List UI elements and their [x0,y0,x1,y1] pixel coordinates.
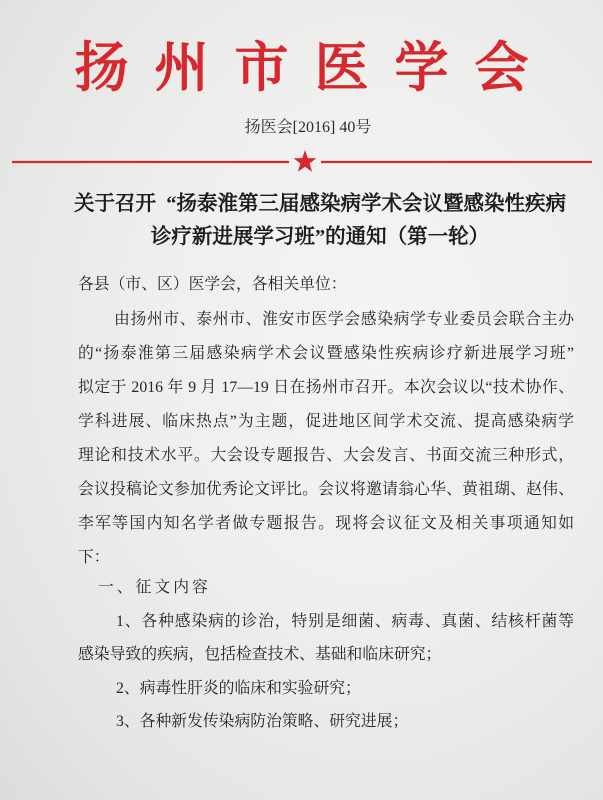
paragraph-line: 李军等国内知名学者做专题报告。现将会议征文及相关事项通知如 [78,515,574,532]
paragraph-line: 由扬州市、泰州市、淮安市医学会感染病学专业委员会联合主办 [114,311,574,328]
paragraph-line: 拟定于 2016 年 9 月 17—19 日在扬州市召开。本次会议以“技术协作、 [78,379,574,396]
notice-title-line: 诊疗新进展学习班”的通知（第一轮） [150,226,490,248]
section-heading: 一、征文内容 [98,579,211,596]
salutation: 各县（市、区）医学会，各相关单位： [78,276,347,293]
org-title: 扬州市医学会 [74,38,555,98]
intro-paragraph [78,303,574,575]
section-item-line: 3、各种新发传染病防治策略、研究进展； [116,713,409,730]
notice-title [40,188,600,254]
paragraph-line: 理论和技术水平。大会设专题报告、大会发言、书面交流三种形式， [78,447,574,464]
paragraph-line: 学科进展、临床热点”为主题，促进地区间学术交流、提高感染病学 [78,413,574,430]
red-divider [0,146,603,178]
star-icon [294,150,317,172]
paragraph-line: 的“扬泰淮第三届感染病学术会议暨感染性疾病诊疗新进展学习班” [78,345,574,362]
section-item-line: 感染导致的疾病，包括检查技术、基础和临床研究； [78,646,442,663]
section-item-line: 1、各种感染病的诊治，特别是细菌、病毒、真菌、结核杆菌等 [116,612,574,630]
section-call-for-papers [78,571,574,739]
paragraph-line: 下： [78,549,110,566]
paragraph-line: 会议投稿论文参加优秀论文评比。会议将邀请翁心华、黄祖瑚、赵伟、 [78,481,574,498]
notice-title-line: 关于召开 “扬泰淮第三届感染病学术会议暨感染性疾病 [74,193,566,215]
section-item-line: 2、病毒性肝炎的临床和实验研究； [116,679,361,697]
document-number: 扬医会[2016] 40号 [244,119,372,136]
